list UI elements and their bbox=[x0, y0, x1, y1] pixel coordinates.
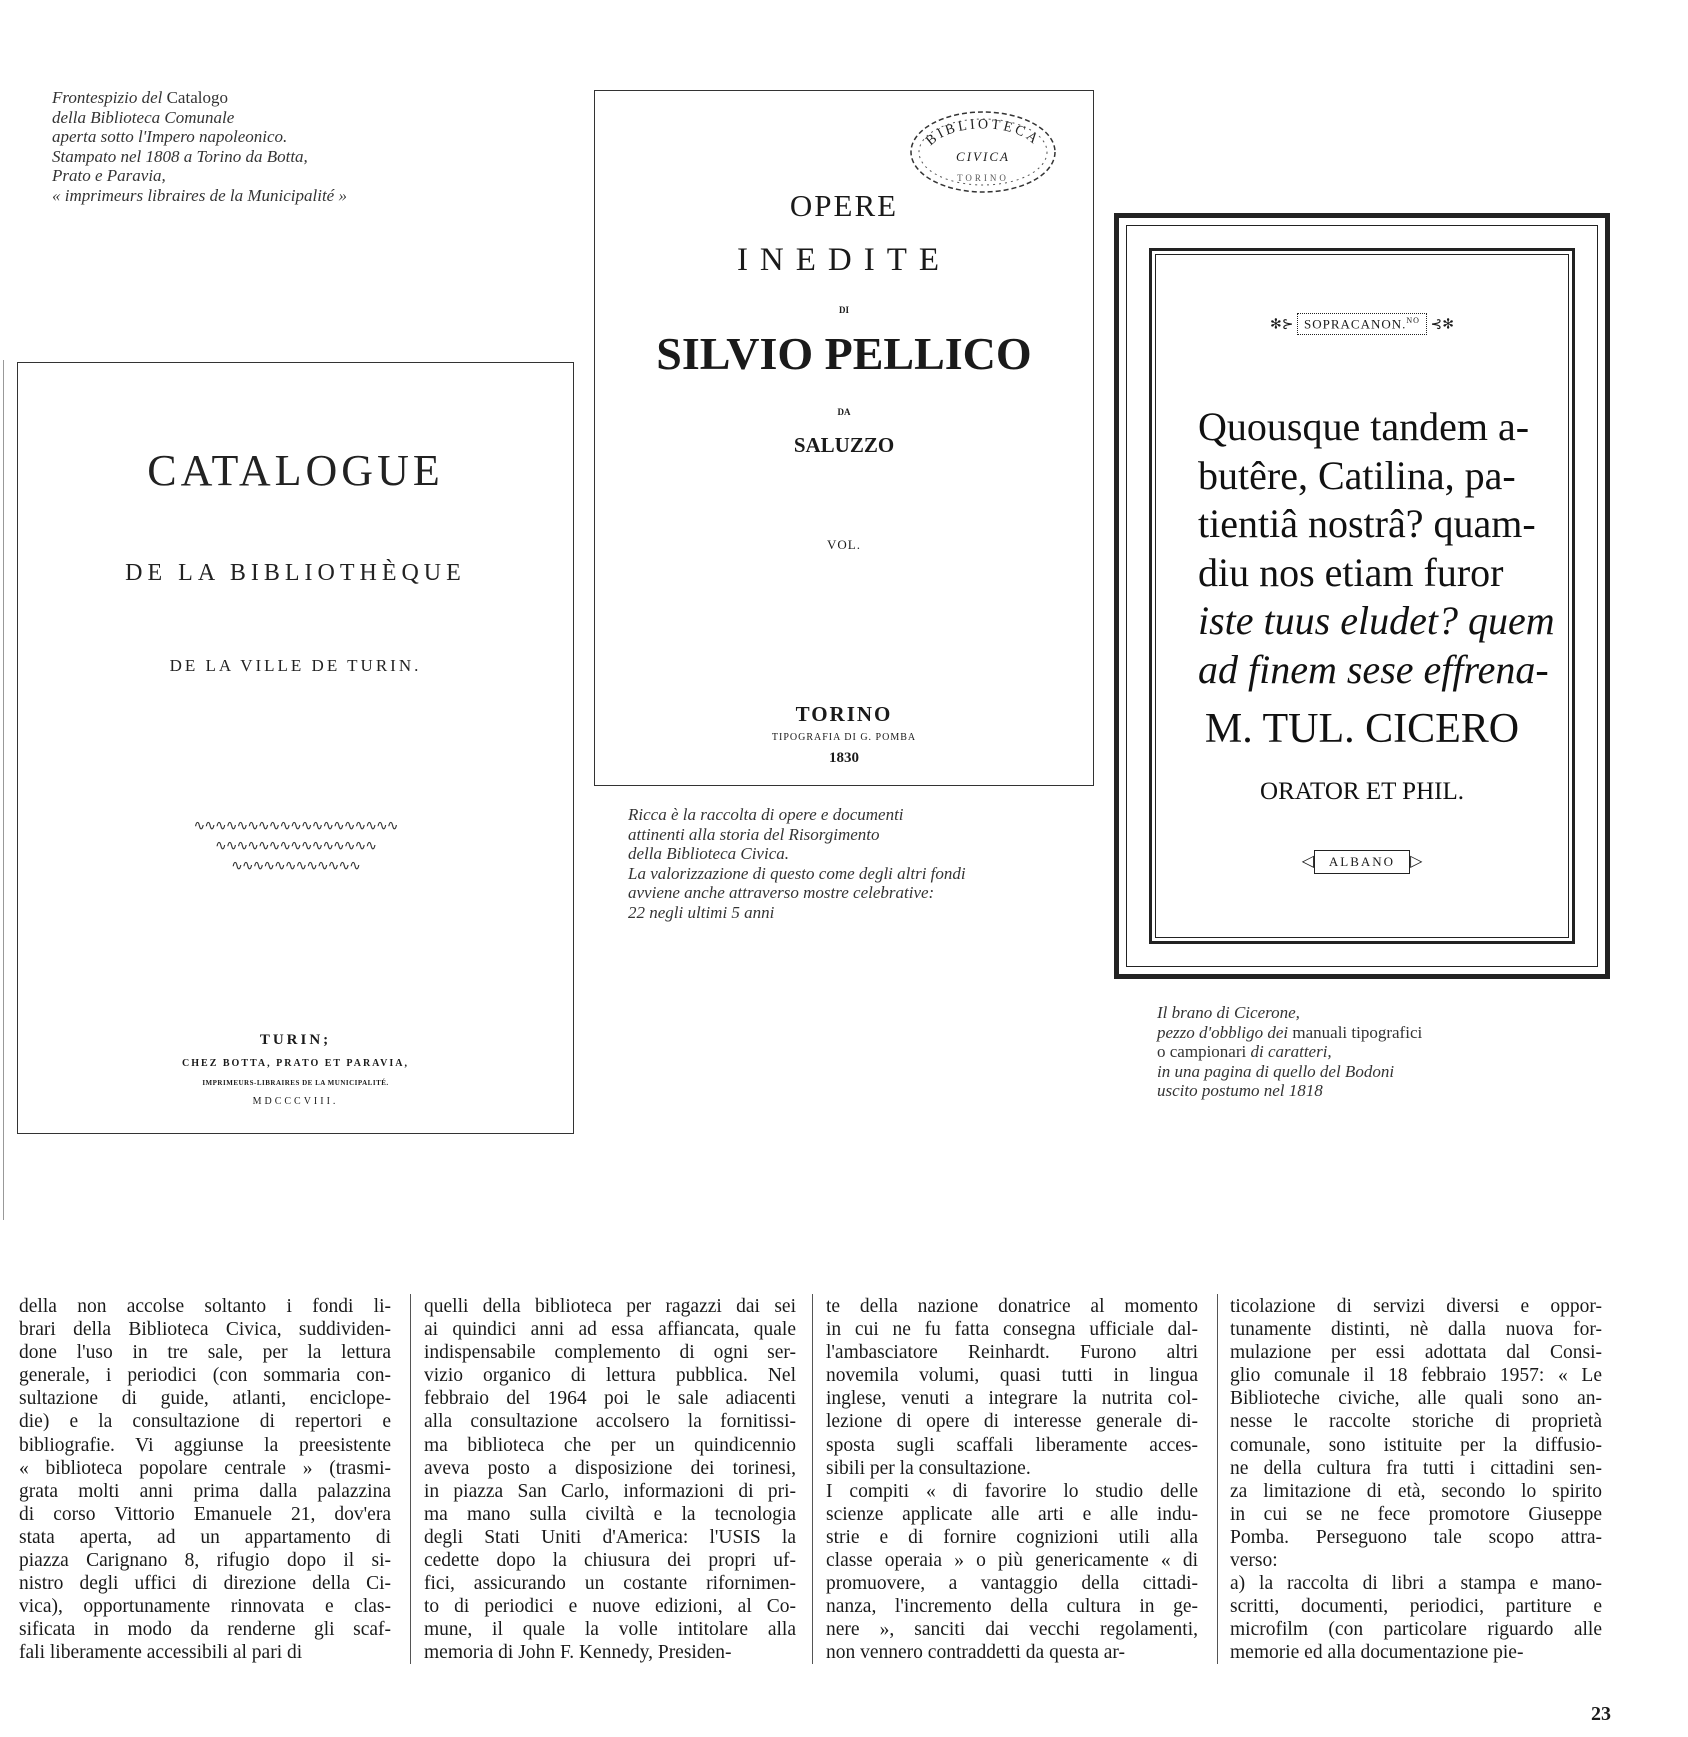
caption-line: della Biblioteca Civica. bbox=[628, 844, 789, 863]
text-line: generale, i periodici (con sommaria con- bbox=[19, 1365, 391, 1387]
text-line: in cui se ne fece promotore Giuseppe bbox=[1230, 1503, 1602, 1525]
body-column-2 bbox=[424, 1295, 796, 1665]
caption-line: della Biblioteca Comunale bbox=[52, 107, 235, 127]
text-line: die) e la consultazione di repertori e bbox=[19, 1411, 391, 1433]
text-line: a) la raccolta di libri a stampa e mano- bbox=[1230, 1573, 1602, 1595]
caption-line: Frontespizio del Catalogo bbox=[52, 88, 228, 107]
stamp-mid-text: CIVICA bbox=[956, 149, 1010, 164]
text-line: novemila volumi, quasi tutti in lingua bbox=[826, 1365, 1198, 1387]
quote-line: tientiâ nostrâ? quam- bbox=[1198, 501, 1536, 546]
text-line: ma mano sulla civiltà e la tecnologia bbox=[424, 1503, 796, 1525]
ornament-icon: ✻⊱ bbox=[1270, 317, 1298, 333]
body-column-3 bbox=[826, 1295, 1198, 1665]
ornament-rule-1: ∿∿∿∿∿∿∿∿∿∿∿∿∿∿∿∿∿∿∿ bbox=[193, 819, 398, 834]
text-line: in piazza San Carlo, informazioni di pri- bbox=[424, 1480, 796, 1502]
text-line: ai quindici anni ad essa affiancata, quale bbox=[424, 1319, 796, 1341]
text-line: to di periodici e nuove edizioni, al Co- bbox=[424, 1596, 796, 1618]
triangle-right-icon: ▷ bbox=[1410, 853, 1423, 870]
text-line: in cui ne fu fatta consegna ufficiale dal- bbox=[826, 1319, 1198, 1341]
caption-line: Prato e Paravia, bbox=[52, 166, 166, 185]
text-line: non vennero contraddetti da questa ar- bbox=[826, 1642, 1126, 1664]
caption-line: avviene anche attraverso mostre celebrative: bbox=[628, 883, 935, 902]
caption-risorgimento bbox=[628, 805, 966, 922]
text-line: nere », sanciti dai vecchi regolamenti, bbox=[826, 1619, 1198, 1641]
caption-line: attinenti alla storia del Risorgimento bbox=[628, 824, 880, 844]
text-line: nesse le raccolte storiche di proprietà bbox=[1230, 1411, 1602, 1433]
quote-line: butêre, Catilina, pa- bbox=[1198, 452, 1516, 498]
bodoni-role: ORATOR ET PHIL. bbox=[1260, 778, 1464, 805]
quote-line: diu nos etiam furor bbox=[1198, 549, 1504, 595]
text-line: mulazione per essi adottata dal Consi- bbox=[1230, 1342, 1602, 1364]
opere-year: 1830 bbox=[829, 750, 859, 766]
text-line: « biblioteca popolare centrale » (trasmi- bbox=[19, 1457, 391, 1479]
column-rule bbox=[1217, 1294, 1218, 1664]
text-line: fali liberamente accessibili al pari di bbox=[19, 1642, 303, 1664]
text-line: vica), opportunamente rinnovata e clas- bbox=[19, 1596, 391, 1618]
quote-line: iste tuus eludet? quem bbox=[1198, 598, 1555, 643]
text-line: scienze applicate alle arti e alle indu- bbox=[826, 1503, 1198, 1525]
stamp-bottom-text: TORINO bbox=[957, 173, 1009, 183]
text-line: classe operaia » o più genericamente « di bbox=[826, 1550, 1198, 1572]
caption-line: « imprimeurs libraires de la Municipalité » bbox=[52, 185, 347, 205]
type-size-label: SOPRACANON.$^{NO}$ bbox=[1297, 313, 1427, 335]
plate-bodoni-specimen bbox=[1114, 213, 1610, 979]
body-column-1 bbox=[19, 1295, 391, 1665]
ornament-rule-3: ∿∿∿∿∿∿∿∿∿∿∿∿ bbox=[231, 859, 360, 874]
triangle-left-icon: ◁ bbox=[1301, 853, 1314, 870]
text-line: alla consultazione accolsero la fornitissi- bbox=[424, 1411, 796, 1433]
catalogue-imprint: IMPRIMEURS-LIBRAIRES DE LA MUNICIPALITÉ. bbox=[202, 1079, 389, 1087]
catalogue-date: MDCCCVIII. bbox=[252, 1096, 339, 1107]
text-line: I compiti « di favorire lo studio delle bbox=[826, 1480, 1198, 1502]
text-line: quelli della biblioteca per ragazzi dai sei bbox=[424, 1296, 796, 1317]
caption-line: aperta sotto l'Impero napoleonico. bbox=[52, 127, 288, 146]
text-line: ne della cultura fra tutti i cittadini sen- bbox=[1230, 1457, 1602, 1479]
text-line: sibili per la consultazione. bbox=[826, 1457, 1031, 1479]
quote-line: ad finem sese effrena- bbox=[1198, 646, 1549, 692]
margin-rule bbox=[3, 360, 4, 1220]
text-line: grata molti anni prima dalla palazzina bbox=[19, 1480, 391, 1502]
caption-line: 22 negli ultimi 5 anni bbox=[628, 902, 775, 922]
opere-di: DI bbox=[838, 305, 849, 315]
opere-city: TORINO bbox=[795, 702, 893, 726]
text-line: aveva posto a disposizione dei torinesi, bbox=[424, 1457, 796, 1479]
svg-text:BIBLIOTECA bbox=[923, 117, 1042, 149]
text-line: memorie ed alla documentazione pie- bbox=[1230, 1642, 1524, 1664]
column-rule bbox=[410, 1294, 411, 1664]
page-number: 23 bbox=[1591, 1703, 1611, 1725]
opere-line2: INEDITE bbox=[736, 242, 952, 278]
text-line: bibliografie. Vi aggiunse la preesistente bbox=[19, 1434, 391, 1456]
text-line: inglese, venuti a integrare la nutrita col- bbox=[826, 1388, 1198, 1410]
text-line: brari della Biblioteca Civica, suddividen- bbox=[19, 1319, 391, 1341]
text-line: di corso Vittorio Emanuele 21, dov'era bbox=[19, 1503, 391, 1525]
text-line: tunamente distinti, nè dalla nuova for- bbox=[1230, 1319, 1602, 1341]
text-line: strie e di fornire cognizioni utili alla bbox=[826, 1526, 1198, 1548]
stamp-top-text: BIBLIOTECA bbox=[923, 117, 1043, 149]
caption-line: uscito postumo nel 1818 bbox=[1157, 1081, 1323, 1100]
catalogue-place: TURIN; bbox=[259, 1032, 332, 1048]
text-line: glio comunale il 18 febbraio 1957: « Le bbox=[1230, 1365, 1602, 1387]
text-line: piazza Carignano 8, rifugio dopo il si- bbox=[19, 1550, 391, 1572]
body-column-4 bbox=[1230, 1295, 1602, 1665]
text-line: sposta sugli scaffali liberamente acces- bbox=[826, 1434, 1198, 1456]
plate-opere-inedite bbox=[594, 90, 1094, 786]
text-line: indispensabile complemento di ogni ser- bbox=[424, 1342, 796, 1364]
opere-volume: VOL. bbox=[827, 537, 861, 552]
library-stamp-icon bbox=[907, 105, 1059, 200]
text-line: ma biblioteca che per un quindicennio bbox=[424, 1434, 796, 1456]
text-line: nanza, l'incremento della cultura in ge- bbox=[826, 1596, 1198, 1618]
caption-line: La valorizzazione di questo come degli altri fondi bbox=[628, 863, 966, 883]
caption-line: pezzo d'obbligo dei manuali tipografici bbox=[1157, 1022, 1423, 1042]
text-line: sificata in modo da renderne gli scaf- bbox=[19, 1619, 391, 1641]
caption-line: Il brano di Cicerone, bbox=[1157, 1003, 1300, 1022]
quote-line: Quousque tandem a- bbox=[1198, 404, 1530, 449]
text-line: Biblioteche civiche, alle quali sono an- bbox=[1230, 1388, 1602, 1410]
text-line: memoria di John F. Kennedy, Presiden- bbox=[424, 1642, 732, 1664]
text-line: Pomba. Perseguono tale scopo attra- bbox=[1230, 1526, 1602, 1548]
text-line: microfilm (con particolare riguardo alle bbox=[1230, 1619, 1602, 1641]
text-line: lezione di opere di interesse generale di- bbox=[826, 1411, 1198, 1433]
text-line: promuovere, a vantaggio della cittadi- bbox=[826, 1573, 1198, 1595]
caption-catalogue bbox=[52, 88, 347, 205]
plate-catalogue-frontispiece bbox=[17, 362, 574, 1134]
text-line: za limitazione di età, secondo lo spirito bbox=[1230, 1480, 1602, 1502]
catalogue-subtitle: DE LA BIBLIOTHÈQUE bbox=[125, 560, 466, 586]
ornament-icon: ⊰✻ bbox=[1426, 317, 1454, 333]
text-line: l'ambasciatore Reinhardt. Furono altri bbox=[826, 1342, 1198, 1364]
column-rule bbox=[812, 1294, 813, 1664]
type-size-tag bbox=[1156, 313, 1568, 335]
text-line: comunale, sono istituite per la diffusio- bbox=[1230, 1434, 1602, 1456]
text-line: febbraio del 1964 poi le sale adiacenti bbox=[424, 1388, 796, 1410]
text-line: vizio organico di lettura pubblica. Nel bbox=[424, 1365, 796, 1387]
opere-town: SALUZZO bbox=[793, 433, 895, 457]
caption-cicerone bbox=[1157, 1003, 1422, 1101]
albano-label: ALBANO bbox=[1314, 850, 1410, 874]
ornament-rule-2: ∿∿∿∿∿∿∿∿∿∿∿∿∿∿∿ bbox=[215, 839, 376, 854]
opere-printer: TIPOGRAFIA DI G. POMBA bbox=[771, 732, 917, 743]
caption-line: Stampato nel 1808 a Torino da Botta, bbox=[52, 146, 308, 166]
text-line: mune, il quale la volle intitolare alla bbox=[424, 1619, 796, 1641]
opere-line1: OPERE bbox=[789, 188, 899, 223]
text-line: cedette dopo la chiusura dei propri uf- bbox=[424, 1550, 796, 1572]
text-line: ticolazione di servizi diversi e oppor- bbox=[1230, 1296, 1602, 1317]
caption-line: Ricca è la raccolta di opere e documenti bbox=[628, 805, 904, 824]
text-line: sultazione di guide, atlanti, enciclope- bbox=[19, 1388, 391, 1410]
text-line: stata aperta, ad un appartamento di bbox=[19, 1526, 391, 1548]
cicero-quote bbox=[1198, 403, 1558, 694]
caption-line: in una pagina di quello del Bodoni bbox=[1157, 1061, 1395, 1081]
text-line: fici, assicurando un costante rifornimen- bbox=[424, 1573, 796, 1595]
opere-da: DA bbox=[837, 407, 851, 417]
text-line: te della nazione donatrice al momento bbox=[826, 1296, 1198, 1317]
caption-line: o campionari di caratteri, bbox=[1157, 1042, 1332, 1061]
text-line: degli Stati Uniti d'America: l'USIS la bbox=[424, 1526, 796, 1548]
opere-author: SILVIO PELLICO bbox=[656, 328, 1032, 379]
text-line: verso: bbox=[1230, 1550, 1278, 1572]
bodoni-author: M. TUL. CICERO bbox=[1204, 706, 1520, 752]
albano-label-box bbox=[1119, 850, 1605, 874]
text-line: nistro degli uffici di direzione della Ci- bbox=[19, 1573, 391, 1595]
catalogue-title: CATALOGUE bbox=[147, 446, 444, 495]
catalogue-publisher: CHEZ BOTTA, PRATO ET PARAVIA, bbox=[182, 1058, 409, 1069]
text-line: scritti, documenti, periodici, partiture e bbox=[1230, 1596, 1602, 1618]
text-line: done l'uso in tre sale, per la lettura bbox=[19, 1342, 391, 1364]
catalogue-city-line: DE LA VILLE DE TURIN. bbox=[169, 656, 422, 675]
text-line: della non accolse soltanto i fondi li- bbox=[19, 1296, 391, 1317]
